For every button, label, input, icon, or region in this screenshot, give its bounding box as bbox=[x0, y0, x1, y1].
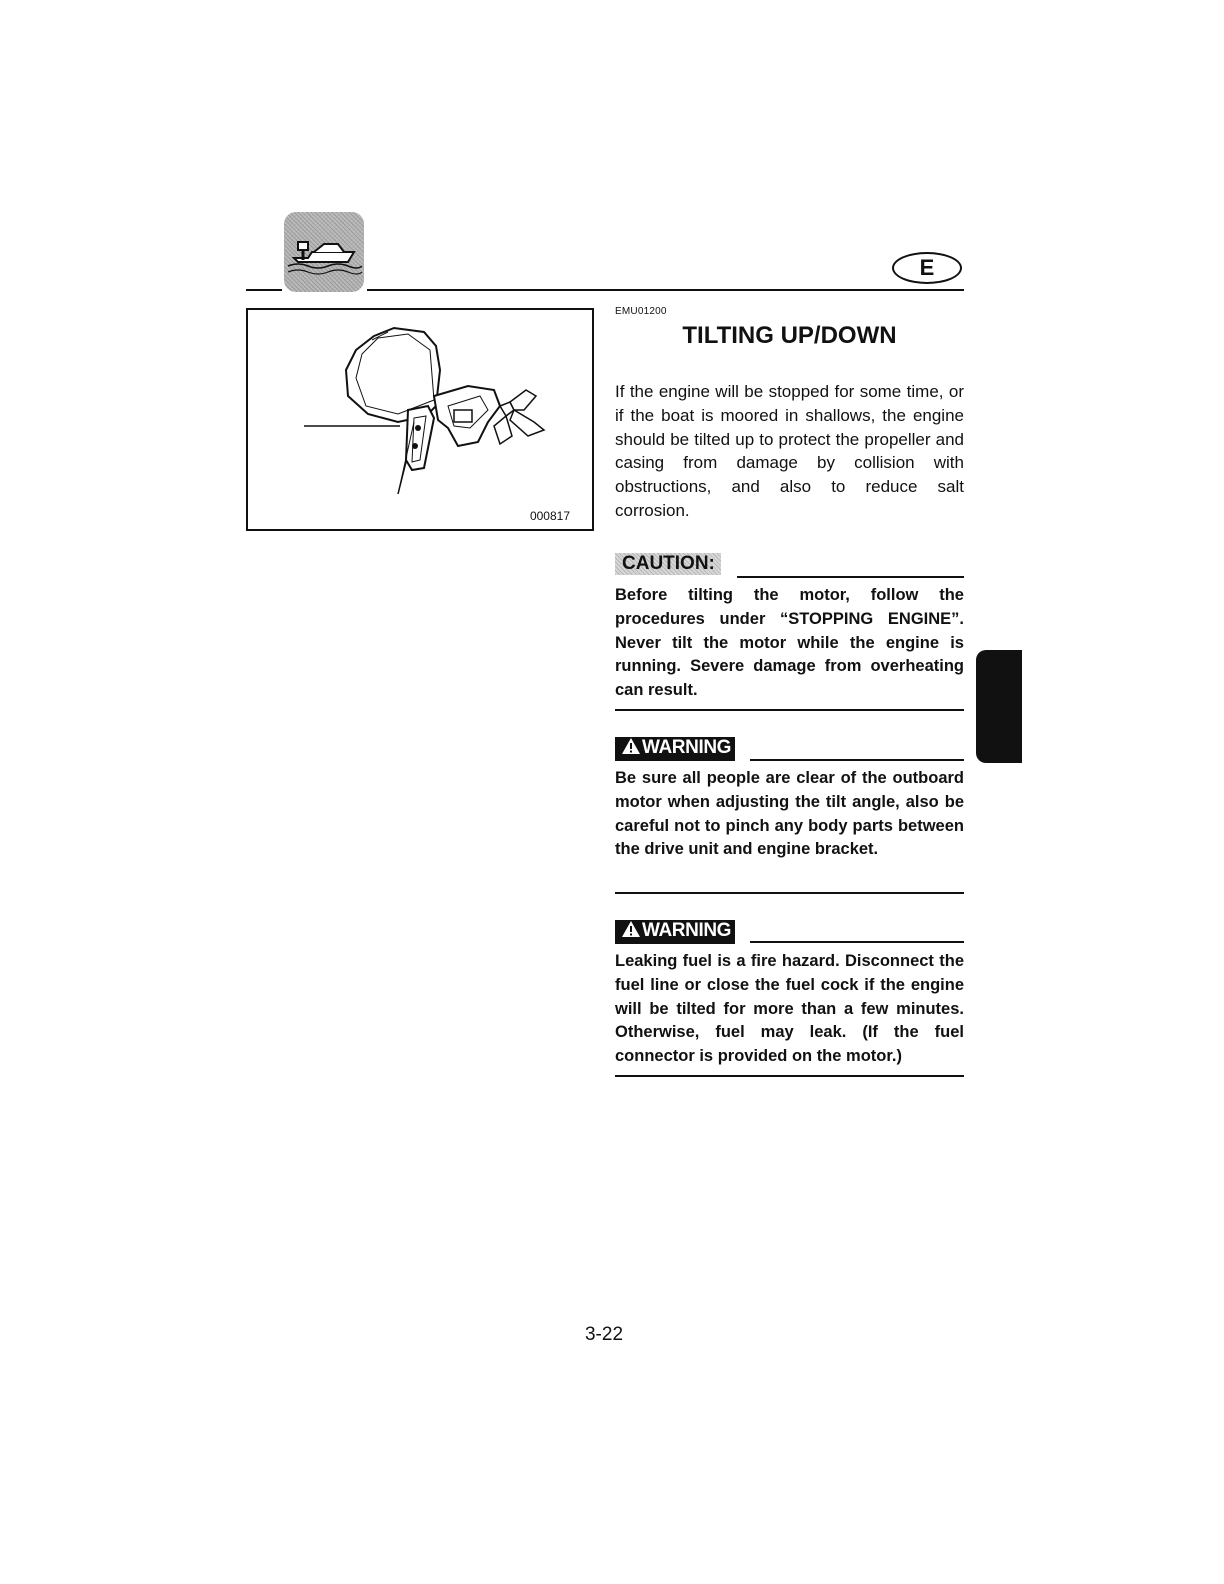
page-number: 3-22 bbox=[584, 1324, 624, 1345]
section-body: If the engine will be stopped for some time, or if the boat is moored in shallows, the engine should be tilted up to protect the propeller and casing from damage by collision with obstructions, and also to reduce salt corrosion. bbox=[615, 382, 964, 520]
caution-label: CAUTION: bbox=[615, 553, 721, 575]
language-badge: E bbox=[892, 252, 962, 284]
section-title: TILTING UP/DOWN bbox=[682, 322, 897, 349]
section-code: EMU01200 bbox=[615, 306, 667, 317]
warning-label-rule-2 bbox=[750, 941, 964, 943]
caution-label-rule bbox=[737, 576, 964, 578]
warning-end-rule-2 bbox=[615, 1075, 964, 1077]
warning-label-rule-1 bbox=[750, 759, 964, 761]
caution-end-rule bbox=[615, 709, 964, 711]
figure-frame bbox=[246, 308, 594, 531]
caution-text: Before tilting the motor, follow the procedures under “STOPPING ENGINE”. Never tilt the motor while the engine is running. Severe damage from overheating can result. bbox=[615, 586, 964, 700]
warning-end-rule-1 bbox=[615, 892, 964, 894]
warning-triangle-icon bbox=[621, 920, 641, 944]
boat-operation-icon bbox=[284, 212, 364, 292]
warning-text-1: Be sure all people are clear of the outboard motor when adjusting the tilt angle, also be careful not to pinch any body parts between the drive unit and engine bracket. bbox=[615, 769, 964, 859]
header-rule-left bbox=[246, 289, 282, 291]
warning-text-2: Leaking fuel is a fire hazard. Disconnect the fuel line or close the fuel cock if the engine will be tilted for more than a few minutes. Otherwise, fuel may leak. (If the fuel connector is provided on the motor.) bbox=[615, 952, 964, 1066]
warning-triangle-icon bbox=[621, 737, 641, 761]
figure-code: 000817 bbox=[529, 509, 570, 523]
warning-label-text: WARNING bbox=[642, 737, 732, 758]
outboard-motor-tilted-illustration bbox=[248, 310, 596, 533]
warning-label-1 bbox=[615, 737, 735, 761]
chapter-tab bbox=[976, 650, 1022, 763]
warning-label-text: WARNING bbox=[642, 920, 732, 941]
warning-label-2 bbox=[615, 920, 735, 944]
boat-pictogram bbox=[284, 212, 364, 292]
header-rule bbox=[367, 289, 964, 291]
